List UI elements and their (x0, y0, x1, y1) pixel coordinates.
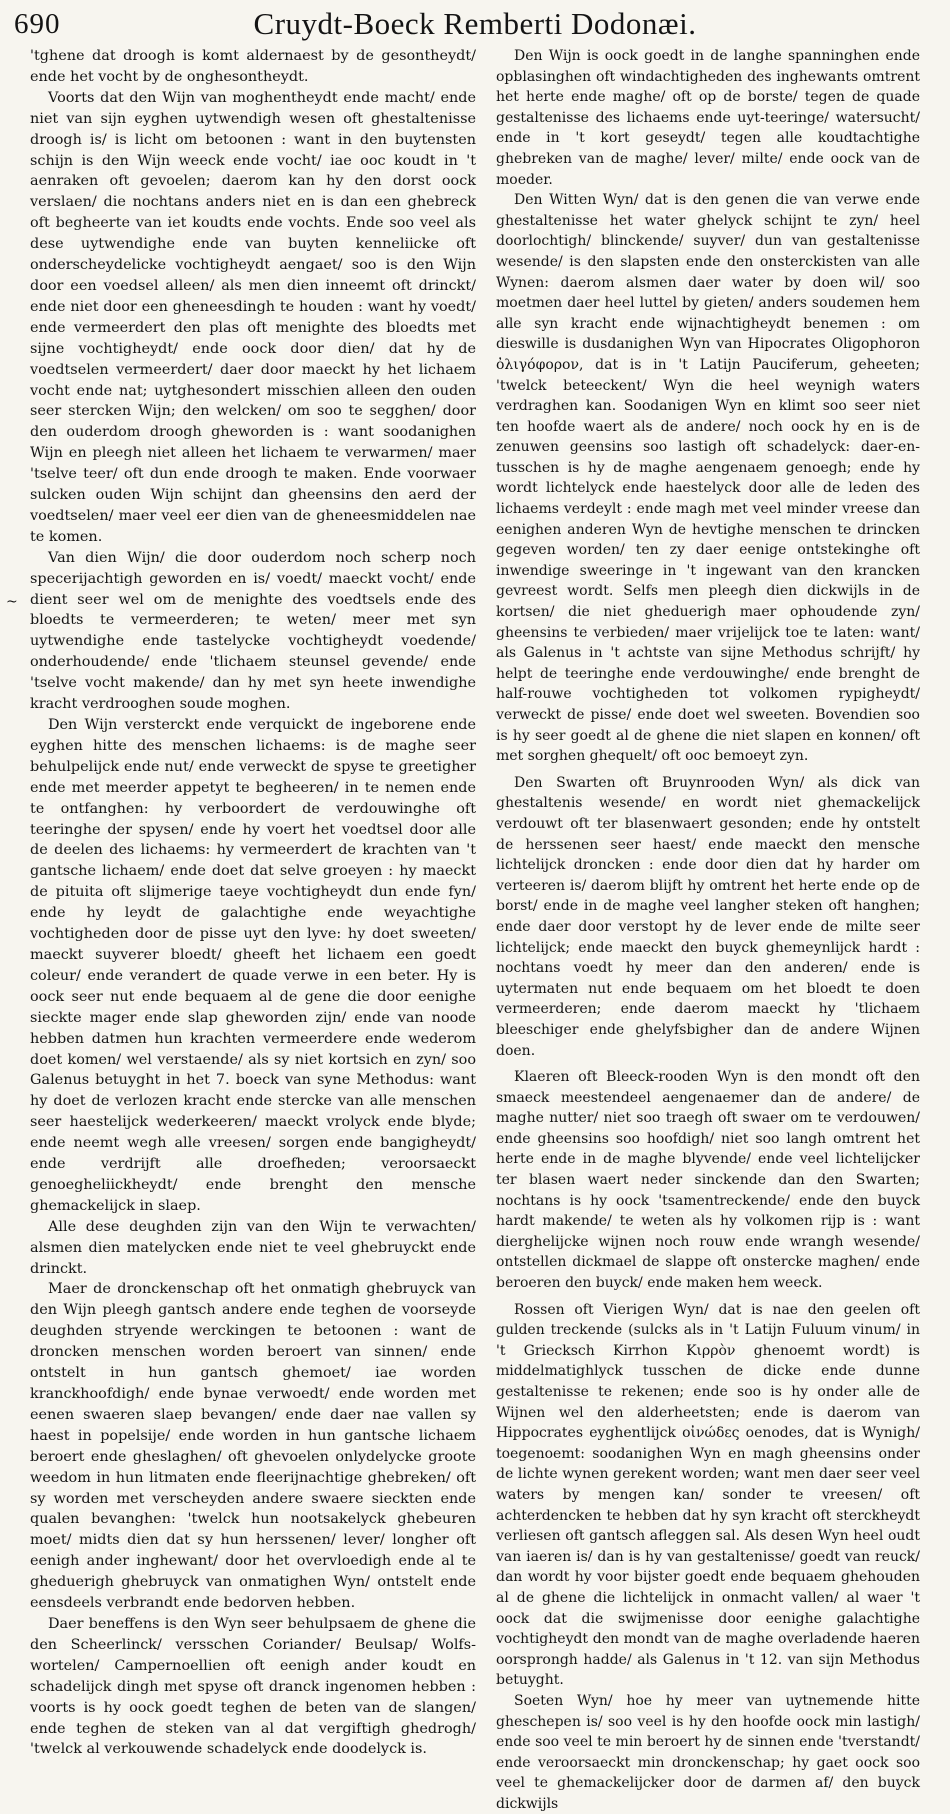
paragraph: Den Swarten oft Bruynrooden Wyn/ als dick van ghestaltenis wesende/ en wordt niet ghemackelijck verdouwt oft ter blasenwaert gesonden; ende hy ontstelt de herssenen seer haest/ ende maeckt den mensche lichtelijck droncken : ende door dien dat hy harder om verteeren is/ daerom blijft hy omtrent het herte ende op de borst/ ende in de maghe veel langher steken oft hanghen; ende daer door verstopt hy de lever ende de milte seer lichtelijck; ende maeckt den buyck ghemeynlijck hardt : nochtans voedt hy meer dan den anderen/ ende is uytermaten nut ende bequaem om het bloedt te doen vermeerderen; ende daerom maeckt hy 'tlichaem bleeschiger ende ghelyfsbigher dan de andere Wijnen doen. (496, 774, 920, 1059)
paragraph: Rossen oft Vierigen Wyn/ dat is nae den geelen oft gulden treckende (sulcks als in 't Latijn Fuluum vinum/ in 't Griecksch Kirrhon Κιρρὸν ghenoemt wordt) is middelmatighlyck tusschen de dicke ende dunne gestaltenisse te rekenen; ende soo is hy onder alle de Wijnen wel den alderheetsten; ende is daerom van Hippocrates eyghentlijck οἰνώδες oenodes, dat is Wynigh/ toegenoemt: soodanighen Wyn en magh gheensins onder de lichte wynen gerekent worden; want men daer seer veel waters by mengen kan/ sonder te vreesen/ oft achterdencken te hebben dat hy syn kracht oft sterckheydt verliesen oft gantsch afleggen sal. Als desen Wyn heel oudt van iaeren is/ dan is hy van gestaltenisse/ goedt van reuck/ dan wordt hy voor bijster goedt ende bequaem ghehouden al de ghene die lichtelijck in onmacht vallen/ al waer 't oock dat die swijmenisse door eenighe galachtighe vochtigheydt den mondt van de maghe overladende haeren oorsprongh hadde/ als Galenus in 't 12. van sijn Methodus betuyght. (496, 1301, 920, 1689)
paragraph: Den Wijn is oock goedt in de langhe spanninghen ende opblasinghen oft windachtigheden des inghewants omtrent het herte ende maghe/ oft op de borste/ tegen de quade gestaltenisse des lichaems ende uyt-teeringe/ watersucht/ ende in 't kort geseydt/ tegen alle koudtachtighe ghebreken van de maghe/ lever/ milte/ ende oock van de moeder. (496, 48, 920, 188)
paragraph: Soeten Wyn/ hoe hy meer van uytnemende hitte gheschepen is/ soo veel is hy den hoofde oock min lastigh/ ende soo veel te min beroert hy de sinnen ende 'tverstandt/ ende veroorsaeckt min dronckenschap; hy gaet oock soo veel te ghemackelijcker door de darmen af/ den buyck dickwijls (496, 1692, 920, 1812)
running-title: Cruydt-Boeck Remberti Dodonæi. (253, 6, 697, 41)
paragraph: Maer de dronckenschap oft het onmatigh ghebruyck van den Wijn pleegh gantsch andere ende teghen de voorseyde deughden stryende werckingen te betoonen : want de droncken menschen worden beroert van sinnen/ ende ontstelt in hun gantsch ghemoet/ iae worden kranckhoofdigh/ ende bynae verwoedt/ ende worden met eenen swaeren slaep bevangen/ ende daer nae vallen sy haest in popelsije/ ende worden in hun gantsche lichaem beroert ende gheslaghen/ oft ghevoelen onlydelycke groote weedom in hun litmaten ende fleerijnachtige ghebreken/ oft sy worden met verscheyden andere swaere sieckten ende qualen bevanghen: 'twelck hun nootsakelyck ghebeuren moet/ midts dien dat sy hun herssenen/ lever/ longher oft eenigh ander inghewant/ door het overvloedigh ende al te gheduerigh ghebruyck van onmatighen Wyn/ ontstelt ende eensdeels verbrandt ende bedorven hebben. (30, 1281, 476, 1612)
right-column (496, 46, 920, 1814)
paragraph: Alle dese deughden zijn van den Wijn te verwachten/ alsmen dien matelycken ende niet te veel ghebruyckt ende drinckt. (30, 1218, 476, 1277)
paragraph: 'tghene dat droogh is komt aldernaest by de gesontheydt/ ende het vocht by de onghesontheydt. (30, 48, 476, 85)
paragraph: Den Witten Wyn/ dat is den genen die van verwe ende ghestaltenisse het water ghelyck schijnt te zyn/ heel doorlochtigh/ blinckende/ suyver/ dun van gestaltenisse wesende/ is den slapsten ende den onsterckisten van alle Wynen: daerom alsmen daer water by doen wil/ soo moetmen daer heel luttel by gieten/ anders soudemen hem alle syn kracht ende wijnachtigheydt benemen : om dieswille is dusdanighen Wyn van Hipocrates Oligophoron ὀλιγόφορον, dat is in 't Latijn Pauciferum, geheeten; 'twelck beteeckent/ Wyn die heel weynigh waters verdraghen kan. Soodanigen Wyn en klimt soo seer niet ten hoofde waert als de andere/ noch oock hy en is de zenuwen geensins soo lastigh oft schadelyck: daer-en-tusschen is hy de maghe aengenaem genoegh; ende hy wordt lichtelyck ende haestelyck door alle de leden des lichaems verdeylt : ende magh met veel minder vreese dan eenighen anderen Wyn de hevtighe menschen te drincken gegeven worden/ ten zy daer eenige ontstekinghe oft inwendige sweeringe in 't ingewant van den krancken gevreest wordt. Selfs men pleegh dien dickwijls in de kortsen/ die niet gheduerigh maer ophoudende zyn/ gheensins te verbieden/ maer vrijelijck toe te laten: want/ als Galenus in 't achtste van sijne Methodus schrijft/ hy helpt de teeringhe ende verdouwinghe/ ende brenght de half-rouwe vochtigheden tot volkomen rypigheydt/ verweckt de pisse/ ende doet wel sweeten. Bovendien soo is hy seer goedt al de ghene die niet slapen en konnen/ oft met sorghen ghequelt/ oft ooc bemoeyt zyn. (496, 192, 920, 765)
page-number: 690 (14, 8, 61, 40)
margin-mark: ~ (6, 594, 18, 610)
paragraph: Klaeren oft Bleeck-rooden Wyn is den mondt oft den smaeck meestendeel aengenaemer dan de andere/ de maghe nutter/ niet soo traegh oft swaer om te verdouwen/ ende gheensins soo hoofdigh/ niet soo langh omtrent het herte ende in de maghe blyvende/ ende veel lichtelijcker ter blasen waert neder sinckende dan den Swarten; nochtans is hy oock 'tsamentreckende/ ende den buyck hardt makende/ te weten als hy volkomen rijp is : want dierghelijcke wijnen noch rouw ende wrangh wesende/ ontstellen dickmael de slappe oft onstercke maghen/ ende beroeren den buyck/ ende maken hem weeck. (496, 1069, 920, 1292)
paragraph: Van dien Wijn/ die door ouderdom noch scherp noch specerijachtigh geworden en is/ voedt/ maeckt vocht/ ende dient seer wel om de menighte des voedtsels ende des bloedts te vermeerderen; te weten/ meer met syn uytwendighe ende tastelycke vochtigheydt voedende/ onderhoudende/ ende 'tlichaem steunsel gevende/ ende 'tselve vocht makende/ dan hy met syn heete inwendighe kracht verdrooghen soude moghen. (30, 549, 476, 713)
paragraph: Den Wijn versterckt ende verquickt de ingeborene ende eyghen hitte des menschen lichaems: is de maghe seer behulpelijck ende nut/ ende verweckt de spyse te greetigher ende met meerder appetyt te begheeren/ in te nemen ende te ontfanghen: hy verboordert de verdouwinghe oft teeringhe der spysen/ ende hy voert het voedtsel door alle de deelen des lichaems: hy vermeerdert de krachten van 't gantsche lichaem/ ende doet dat selve groeyen : hy maeckt de pituita oft slijmerige taeye vochtigheydt dun ende fyn/ ende hy leydt de galachtighe ende weyachtighe vochtigheden door de pisse uyt den lyve: hy doet sweeten/ maeckt suyverer bloedt/ gheeft het lichaem een goedt coleur/ ende verandert de quade verwe in een beter. Hy is oock seer nut ende bequaem al de gene die door eenighe sieckte mager ende slap gheworden zijn/ ende van noode hebben datmen hun krachten vermeerdere ende wederom doet komen/ wel verstaende/ als sy niet kortsich en zyn/ soo Galenus betuyght in het 7. boeck van syne Methodus: want hy doet de verlozen kracht ende stercke van alle menschen seer haestelijck wederkeeren/ maeckt vrolyck ende blyde; ende neemt wegh alle vreesen/ sorgen ende bangigheydt/ ende verdrijft alle droefheden; veroorsaeckt genoegheliickheydt/ ende brenght den mensche ghemackelijck in slaep. (30, 717, 476, 1214)
paragraph: Daer beneffens is den Wyn seer behulpsaem de ghene die den Scheerlinck/ versschen Coriander/ Beulsap/ Wolfs-wortelen/ Campernoellien oft eenigh ander koudt en schadelijck dingh met spyse oft dranck ingenomen hebben : voorts is hy oock goedt teghen de beten van de slangen/ ende teghen de steken van al dat vergiftigh ghedrogh/ 'twelck al verkouwende schadelyck ende doodelyck is. (30, 1615, 476, 1758)
paragraph: Voorts dat den Wijn van moghentheydt ende macht/ ende niet van sijn eyghen uytwendigh wesen oft ghestaltenisse droogh is/ is licht om betoonen : want in den buytensten schijn is den Wijn weeck ende vocht/ iae ooc koudt in 't aenraken oft gevoelen; daerom kan hy den dorst oock verslaen/ die nochtans anders niet en is dan een ghebreck oft begheerte van iet koudts ende vochts. Ende soo veel als dese uytwendighe ende van buyten kenneliicke oft onderscheydelicke vochtigheydt aengaet/ soo is den Wijn door een voedsel alleen/ als men dien inneemt oft drinckt/ ende niet door een gheneesdingh te houden : want hy voedt/ ende vermeerdert den plas oft menighte des bloedts met sijne vochtigheydt/ ende oock door dien/ dat hy de voedtselen vermeerdert/ daer door maeckt hy het lichaem vocht ende nat; uytghesondert misschien alleen den ouden seer stercken Wijn; den welcken/ om soo te segghen/ door den ouderdom droogh gheworden is : want soodanighen Wijn en pleegh niet alleen het lichaem te verwarmen/ maer 'tselve teer/ oft dun ende droogh te maken. Ende voorwaer sulcken ouden Wijn schijnt dan gheensins den aerd der voedtselen/ maer veel eer dien van de gheneesmiddelen nae te komen. (30, 89, 476, 545)
left-column (30, 46, 476, 1760)
